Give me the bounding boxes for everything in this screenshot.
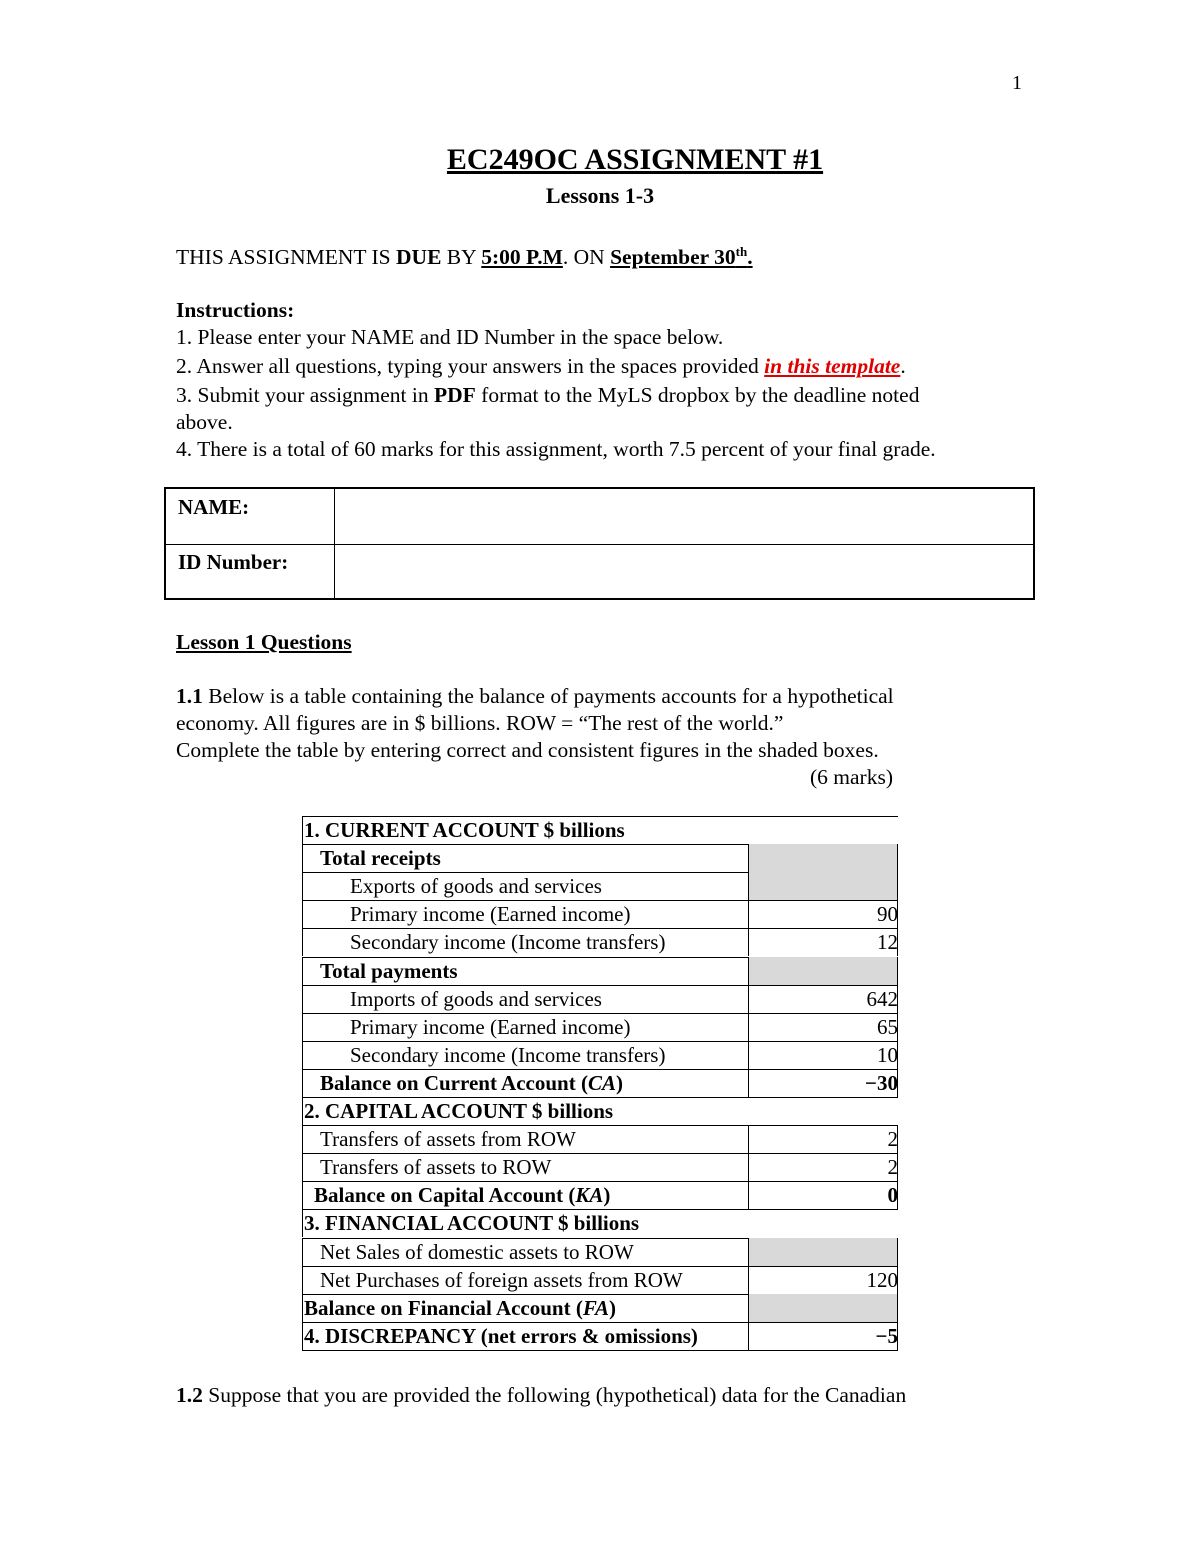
bop-row-label: 1. CURRENT ACCOUNT $ billions xyxy=(304,818,625,842)
name-label: NAME: xyxy=(178,495,250,519)
instruction-3-cont: above. xyxy=(176,410,233,434)
bop-row-label: Exports of goods and services xyxy=(350,874,602,899)
bop-row-label: 4. DISCREPANCY (net errors & omissions) xyxy=(304,1323,698,1348)
answer-input-cell[interactable] xyxy=(748,1238,898,1266)
bop-row-label: Net Purchases of foreign assets from ROW xyxy=(320,1267,683,1292)
template-emphasis: in this template xyxy=(764,354,901,378)
document-title: EC249OC ASSIGNMENT #1 xyxy=(446,143,824,176)
instruction-2: 2. Answer all questions, typing your answers in the spaces provided in this template. xyxy=(176,354,906,378)
bop-table-row xyxy=(302,1013,898,1041)
bop-table-row xyxy=(302,1153,898,1181)
bop-table-row xyxy=(302,1069,898,1097)
lesson-1-heading: Lesson 1 Questions xyxy=(176,630,352,654)
question-1-1-line-2: economy. All figures are in $ billions. ROW = “The rest of the world.” xyxy=(176,711,784,735)
page-number: 1 xyxy=(1012,72,1022,94)
bop-table-row xyxy=(302,1125,898,1153)
bop-table-row xyxy=(302,816,898,844)
bop-row-value: 642 xyxy=(866,986,898,1011)
bop-row-label: Transfers of assets from ROW xyxy=(320,1127,576,1152)
bop-row-label: Total payments xyxy=(320,958,458,983)
answer-input-cell[interactable] xyxy=(748,844,898,872)
instruction-4: 4. There is a total of 60 marks for this assignment, worth 7.5 percent of your final grade. xyxy=(176,437,936,461)
question-1-1-marks: (6 marks) xyxy=(810,765,893,789)
due-by: BY xyxy=(441,245,482,270)
bop-table-row xyxy=(302,1294,898,1322)
bop-row-value: −5 xyxy=(875,1323,898,1348)
bop-row-value: 12 xyxy=(877,930,898,955)
bop-row-label: Total receipts xyxy=(320,846,441,871)
question-1-1-line-1: 1.1 Below is a table containing the balance of payments accounts for a hypothetical xyxy=(176,684,894,708)
bop-row-label: Primary income (Earned income) xyxy=(350,1014,631,1039)
bop-row-label: 2. CAPITAL ACCOUNT $ billions xyxy=(304,1099,614,1123)
bop-row-value: 120 xyxy=(866,1267,898,1292)
bop-table-row xyxy=(302,928,898,956)
value-cell xyxy=(748,900,898,928)
bop-table-row xyxy=(302,1266,898,1294)
bop-table-row xyxy=(302,872,898,900)
student-info-table xyxy=(164,487,1035,600)
bop-row-label: Balance on Capital Account (KA) xyxy=(314,1183,611,1208)
question-1-2-line-1: 1.2 Suppose that you are provided the following (hypothetical) data for the Canadian xyxy=(176,1383,907,1407)
answer-input-cell[interactable] xyxy=(748,1294,898,1322)
bop-table-row xyxy=(302,985,898,1013)
bop-row-value: −30 xyxy=(865,1070,898,1095)
value-cell xyxy=(748,1125,898,1153)
bop-row-value: 2 xyxy=(887,1155,898,1180)
bop-row-label: 3. FINANCIAL ACCOUNT $ billions xyxy=(304,1211,640,1236)
bop-row-label: Secondary income (Income transfers) xyxy=(350,930,666,955)
bop-table-row xyxy=(302,1238,898,1266)
value-cell xyxy=(748,1153,898,1181)
bop-table-row xyxy=(302,957,898,985)
instruction-1: 1. Please enter your NAME and ID Number in the space below. xyxy=(176,325,724,349)
due-date: September 30th. xyxy=(610,244,753,270)
id-number-field[interactable] xyxy=(346,550,1026,590)
value-cell xyxy=(748,1041,898,1069)
bop-row-value: 90 xyxy=(877,902,898,927)
document-subtitle: Lessons 1-3 xyxy=(545,183,655,208)
bop-table-row xyxy=(302,1322,898,1350)
bop-table-row xyxy=(302,1041,898,1069)
bop-row-value: 65 xyxy=(877,1014,898,1039)
bop-row-value: 10 xyxy=(877,1042,898,1067)
value-cell xyxy=(748,928,898,956)
bop-row-label: Secondary income (Income transfers) xyxy=(350,1042,666,1067)
name-field[interactable] xyxy=(346,495,1026,535)
due-date-line xyxy=(176,244,753,270)
value-cell xyxy=(748,1013,898,1041)
question-1-1-line-3: Complete the table by entering correct and consistent figures in the shaded boxes. xyxy=(176,738,879,762)
bop-row-label: Primary income (Earned income) xyxy=(350,902,631,927)
due-prefix: THIS ASSIGNMENT IS xyxy=(176,245,397,270)
bop-row-label: Net Sales of domestic assets to ROW xyxy=(320,1239,634,1264)
bop-table-row xyxy=(302,1097,898,1125)
answer-input-cell[interactable] xyxy=(748,872,898,900)
bop-row-label: Balance on Financial Account (FA) xyxy=(304,1295,616,1320)
bop-table-row xyxy=(302,900,898,928)
instruction-3: 3. Submit your assignment in PDF format to the MyLS dropbox by the deadline noted xyxy=(176,383,920,407)
bop-row-value: 0 xyxy=(887,1183,898,1208)
bop-row-label: Transfers of assets to ROW xyxy=(320,1155,552,1180)
due-time: 5:00 P.M xyxy=(481,245,563,270)
bop-row-value: 2 xyxy=(887,1127,898,1152)
answer-input-cell[interactable] xyxy=(748,957,898,985)
due-word: DUE xyxy=(396,245,442,270)
value-cell xyxy=(748,1181,898,1209)
bop-table-row xyxy=(302,1209,898,1237)
bop-table-row xyxy=(302,844,898,872)
bop-row-label: Balance on Current Account (CA) xyxy=(320,1070,623,1095)
bop-table-row xyxy=(302,1181,898,1209)
id-number-label: ID Number: xyxy=(178,550,289,574)
bop-row-label: Imports of goods and services xyxy=(350,986,602,1011)
instructions-heading: Instructions: xyxy=(176,298,295,322)
due-on: . ON xyxy=(562,245,611,270)
